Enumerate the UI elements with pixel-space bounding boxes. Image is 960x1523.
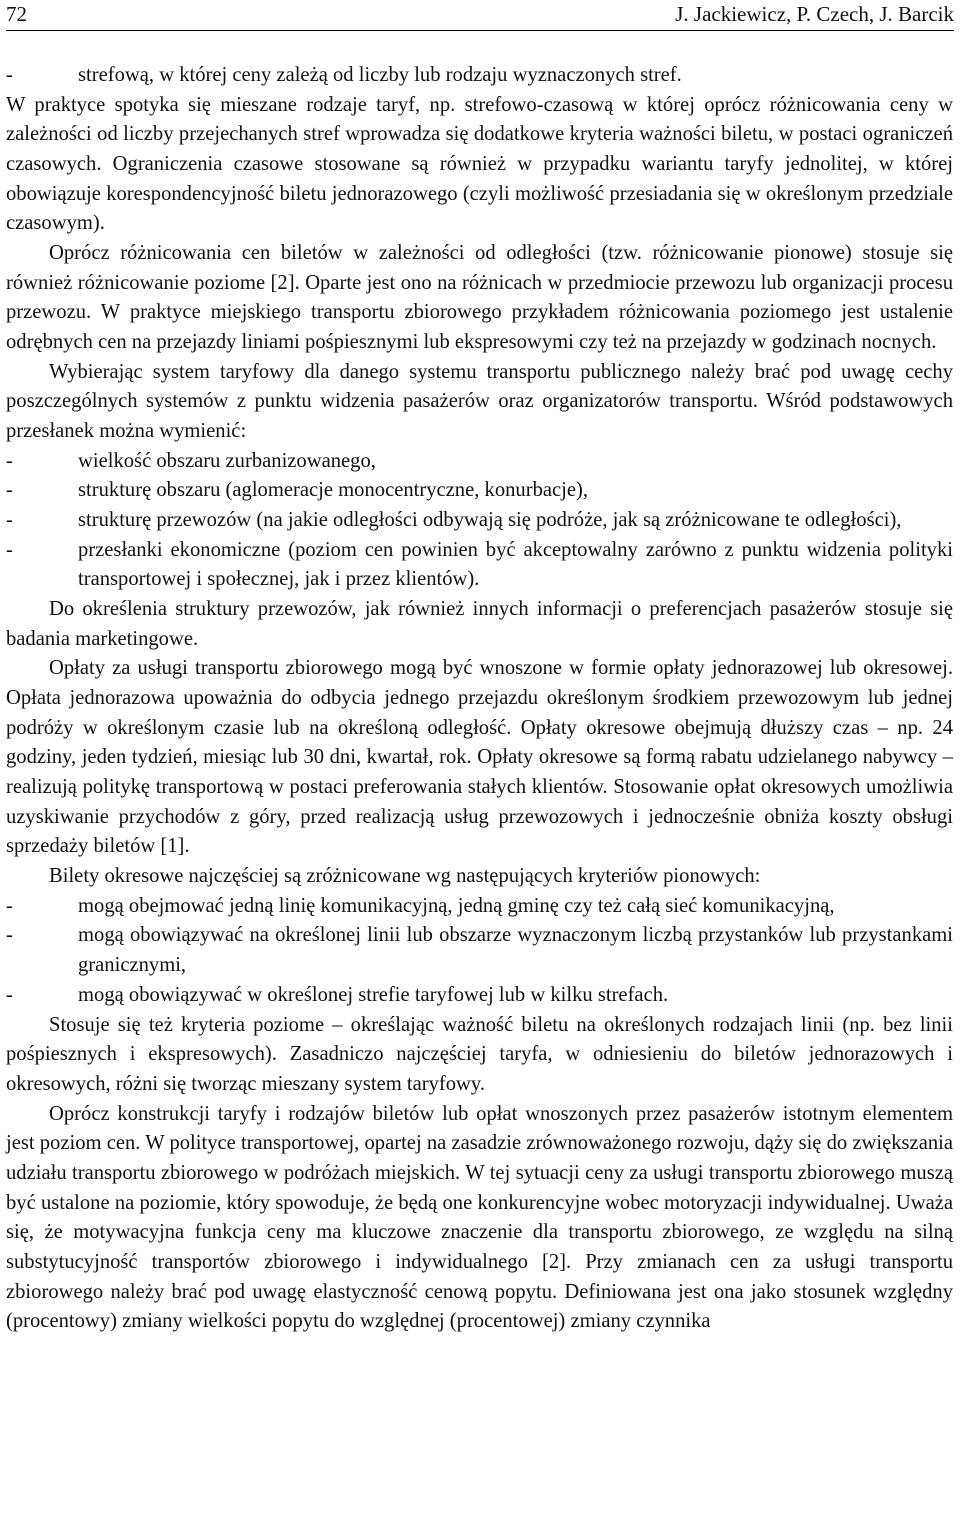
list-item: - strefową, w której ceny zależą od liczby lub rodzaju wyznaczonych stref.	[6, 64, 682, 86]
paragraph: Wybierając system taryfowy dla danego systemu transportu publicznego należy brać pod uwagę cechy poszczególnych systemów z punktu widzenia pasażerów oraz organizatorów transportu. Wśród podstawowych przesłanek można wymienić:	[6, 360, 953, 443]
paragraph: Oprócz konstrukcji taryfy i rodzajów biletów lub opłat wnoszonych przez pasażerów istotnym elementem jest poziom cen. W polityce transportowej, opartej na zasadzie zrównoważonego rozwoju, dąży się do zwiększania udziału transportu zbiorowego w podróżach miejskich. W tej sytuacji ceny za usługi transportu zbiorowego muszą być ustalone na poziomie, który spowoduje, że będą one konkurencyjne wobec motoryzacji indywidualnej. Uważa się, że motywacyjna funkcja ceny ma kluczowe znaczenie dla transportu zbiorowego, ze względu na silną substytucyjność transportów zbiorowego i indywidualnego [2]. Przy zmianach cen za usługi transportu zbiorowego należy brać pod uwagę elastyczność cenową popytu. Definiowana jest ona jako stosunek względny (procentowy) zmiany wielkości popytu do względnej (procentowej) zmiany czynnika	[6, 1102, 953, 1333]
running-head-authors: J. Jackiewicz, P. Czech, J. Barcik	[675, 2, 954, 26]
paragraph: W praktyce spotyka się mieszane rodzaje taryf, np. strefowo-czasową w której oprócz różnicowania ceny w zależności od liczby przejechanych stref wprowadza się dodatkowe kryteria ważności biletu, w postaci ograniczeń czasowych. Ograniczenia czasowe stosowane są również w przypadku wariantu taryfy jednolitej, w której obowiązuje korespondencyjność biletu jednorazowego (czyli możliwość przesiadania się w określonym przedziale czasowym).	[6, 93, 953, 235]
list-item: - mogą obejmować jedną linię komunikacyjną, jedną gminę czy też całą sieć komunikacyjną,	[6, 894, 835, 917]
paragraph: Opłaty za usługi transportu zbiorowego mogą być wnoszone w formie opłaty jednorazowej lub okresowej. Opłata jednorazowa upoważnia do odbycia jednego przejazdu określonym środkiem przewozowym lub jednej podróży w określonym czasie lub na określoną odległość. Opłaty okresowe obejmują dłuższy czas – np. 24 godziny, jeden tydzień, miesiąc lub 30 dni, kwartał, rok. Opłaty okresowe są formą rabatu udzielanego nabywcy – realizują politykę transportową w postaci preferowania stałych klientów. Stosowanie opłat okresowych umożliwia uzyskiwanie przychodów z góry, przed realizacją usług przewozowych i jednocześnie obniża koszty obsługi sprzedaży biletów [1].	[6, 657, 953, 858]
list-item: - przesłanki ekonomiczne (poziom cen powinien być akceptowalny zarówno z punktu widzenia polityki transportowej i społecznej, jak i przez klientów).	[6, 538, 953, 591]
page-header	[6, 0, 954, 31]
paragraph: Bilety okresowe najczęściej są zróżnicowane wg następujących kryteriów pionowych:	[49, 865, 761, 888]
paragraph: Stosuje się też kryteria poziome – określając ważność biletu na określonych rodzajach linii (np. bez linii pośpiesznych i ekspresowych). Zasadniczo najczęściej taryfa, w odniesieniu do biletów jednorazowych i okresowych, różni się tworząc mieszany system taryfowy.	[6, 1013, 953, 1095]
body-text	[6, 61, 953, 1337]
paragraph: Do określenia struktury przewozów, jak również innych informacji o preferencjach pasażerów stosuje się badania marketingowe.	[6, 598, 953, 650]
list-item: - mogą obowiązywać na określonej linii lub obszarze wyznaczonym liczbą przystanków lub przystankami granicznymi,	[6, 924, 953, 977]
list-item: - strukturę przewozów (na jakie odległości odbywają się podróże, jak są zróżnicowane te odległości),	[6, 509, 902, 532]
page-number: 72	[6, 2, 27, 26]
list-item: - wielkość obszaru zurbanizowanego,	[6, 449, 376, 472]
list-item: - mogą obowiązywać w określonej strefie taryfowej lub w kilku strefach.	[6, 983, 669, 1006]
paragraph: Oprócz różnicowania cen biletów w zależności od odległości (tzw. różnicowanie pionowe) stosuje się również różnicowanie poziome [2]. Oparte jest ono na różnicach w przedmiocie przewozu lub organizacji procesu przewozu. W praktyce miejskiego transportu zbiorowego przykładem różnicowania poziomego jest ustalenie odrębnych cen na przejazdy liniami pośpiesznymi lub ekspresowymi czy też na przejazdy w godzinach nocnych.	[6, 242, 953, 354]
list-item: - strukturę obszaru (aglomeracje monocentryczne, konurbacje),	[6, 479, 589, 502]
